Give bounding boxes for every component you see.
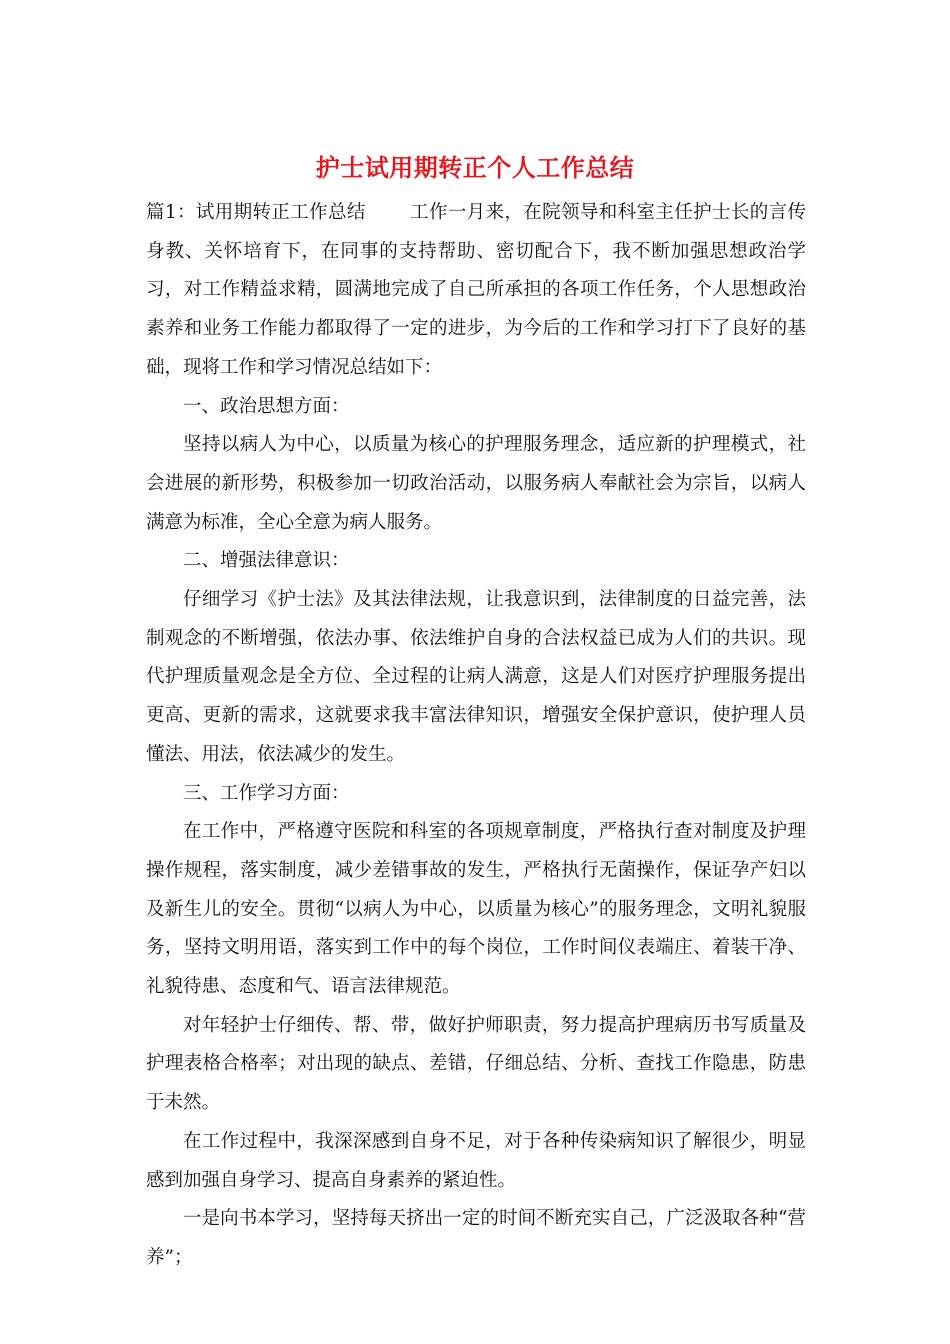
- section2-paragraph: 仔细学习《护士法》及其法律法规，让我意识到，法律制度的日益完善，法制观念的不断增强，依法办事、依法维护自身的合法权益已成为人们的共识。现代护理质量观念是全方位、全过程的让病人满意，这是人们对医疗护理服务提出更高、更新的需求，这就要求我丰富法律知识，增强安全保护意识，使护理人员懂法、用法，依法减少的发生。: [146, 589, 806, 765]
- intro-paragraph: [146, 194, 806, 388]
- section3-paragraph-2: 对年轻护士仔细传、帮、带，做好护师职责，努力提高护理病历书写质量及护理表格合格率；对出现的缺点、差错，仔细总结、分析、查找工作隐患，防患于未然。: [146, 1014, 806, 1114]
- document-body: [146, 194, 806, 1278]
- section3-paragraph-4: 一是向书本学习，坚持每天挤出一定的时间不断充实自己，广泛汲取各种“营养”；: [146, 1208, 806, 1268]
- section3-heading: 三、工作学习方面：: [183, 782, 350, 804]
- intro-label: 篇1：试用期转正工作总结: [146, 202, 366, 223]
- section1-paragraph: 坚持以病人为中心，以质量为核心的护理服务理念，适应新的护理模式，社会进展的新形势，积极参加一切政治活动，以服务病人奉献社会为宗旨，以病人满意为标准，全心全意为病人服务。: [146, 434, 806, 533]
- section3-paragraph-3: 在工作过程中，我深深感到自身不足，对于各种传染病知识了解很少，明显感到加强自身学习、提高自身素养的紧迫性。: [146, 1130, 806, 1191]
- intro-text: 工作一月来，在院领导和科室主任护士长的言传身教、关怀培育下，在同事的支持帮助、密切配合下，我不断加强思想政治学习，对工作精益求精，圆满地完成了自己所承担的各项工作任务，个人思想政治素养和业务工作能力都取得了一定的进步，为今后的工作和学习打下了良好的基础，现将工作和学习情况总结如下：: [146, 202, 806, 378]
- document-title: 护士试用期转正个人工作总结: [315, 153, 635, 182]
- section1-heading: 一、政治思想方面：: [183, 395, 350, 417]
- section2-heading: 二、增强法律意识：: [183, 550, 350, 572]
- section3-paragraph-1: 在工作中，严格遵守医院和科室的各项规章制度，严格执行查对制度及护理操作规程，落实制度，减少差错事故的发生，严格执行无菌操作，保证孕产妇以及新生儿的安全。贯彻“以病人为中心，以质量为核心”的服务理念，文明礼貌服务，坚持文明用语，落实到工作中的每个岗位，工作时间仪表端庄、着装干净、礼貌待患、态度和气、语言法律规范。: [146, 821, 806, 998]
